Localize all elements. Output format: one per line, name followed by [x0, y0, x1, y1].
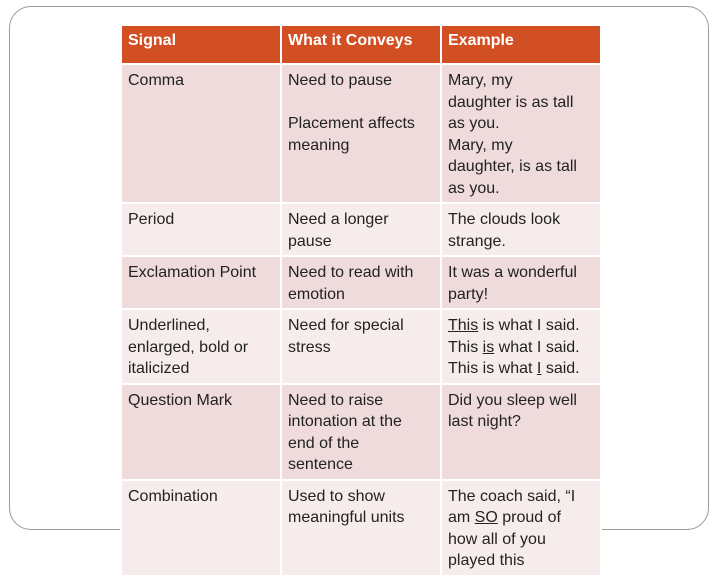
blank-line: [288, 92, 434, 114]
signal-cell: [121, 64, 281, 203]
signal-label: Period: [128, 211, 175, 228]
conveys-line: Need to pause: [288, 72, 393, 89]
example-line: The coach said, “I: [448, 487, 576, 505]
signal-line: enlarged, bold or: [128, 338, 249, 356]
conveys-line: meaning: [288, 136, 350, 154]
signal-line: Underlined,: [128, 317, 210, 334]
header-signal: Signal: [121, 25, 281, 64]
conveys-cell: [281, 309, 441, 384]
signal-cell: [121, 256, 281, 309]
conveys-cell: [281, 256, 441, 309]
example-line: how all of you: [448, 530, 546, 548]
stressed-word: I: [536, 360, 542, 377]
example-line: daughter, is as tall: [448, 158, 577, 175]
table-row-period: [121, 203, 601, 256]
conveys-line: end of the: [288, 434, 360, 452]
punctuation-signals-table: [120, 24, 602, 577]
signal-label: Exclamation Point: [128, 264, 257, 281]
example-cell: [441, 309, 601, 384]
signal-cell: [121, 309, 281, 384]
conveys-line: Need to raise: [288, 391, 384, 409]
conveys-line: Used to show: [288, 487, 385, 505]
signal-label: Question Mark: [128, 391, 233, 409]
header-example: Example: [441, 25, 601, 64]
example-line: This is what I said.: [448, 360, 580, 377]
table-row-comma: [121, 64, 601, 203]
conveys-cell: [281, 203, 441, 256]
conveys-line: Need a longer: [288, 211, 389, 228]
table-row-stress: [121, 309, 601, 384]
example-line: party!: [448, 285, 489, 303]
example-line: Did you sleep well: [448, 391, 577, 409]
header-row: [121, 25, 601, 64]
conveys-line: pause: [288, 232, 332, 250]
table-row-question-mark: [121, 384, 601, 480]
example-line: last night?: [448, 413, 521, 430]
signal-label: Comma: [128, 72, 185, 89]
signal-cell: [121, 480, 281, 576]
conveys-line: Need to read with: [288, 264, 414, 281]
example-line: daughter is as tall: [448, 93, 574, 111]
example-cell: [441, 384, 601, 480]
example-line: Mary, my: [448, 136, 513, 154]
example-line: Mary, my: [448, 72, 513, 89]
example-line: as you.: [448, 115, 500, 132]
table-row-combination: [121, 480, 601, 576]
example-line: strange.: [448, 232, 506, 250]
table-row-exclamation-point: [121, 256, 601, 309]
example-line: played this: [448, 552, 525, 569]
conveys-cell: [281, 384, 441, 480]
conveys-line: Need for special: [288, 317, 404, 334]
conveys-line: Placement affects: [288, 115, 415, 132]
conveys-line: meaningful units: [288, 509, 405, 526]
example-line: It was a wonderful: [448, 264, 577, 281]
conveys-cell: [281, 64, 441, 203]
conveys-line: sentence: [288, 456, 353, 473]
header-what-it-conveys: What it Conveys: [281, 25, 441, 64]
stressed-word: SO: [474, 509, 498, 526]
example-line: The clouds look: [448, 211, 561, 228]
example-cell: [441, 203, 601, 256]
example-line: as you.: [448, 179, 500, 197]
example-line: am SO proud of: [448, 509, 561, 526]
example-cell: [441, 256, 601, 309]
example-cell: [441, 480, 601, 576]
conveys-line: intonation at the: [288, 413, 402, 430]
example-cell: [441, 64, 601, 203]
example-line: This is what I said.: [448, 317, 580, 334]
signal-line: italicized: [128, 360, 190, 377]
conveys-line: emotion: [288, 285, 345, 303]
example-line: This is what I said.: [448, 338, 580, 356]
stressed-word: is: [482, 338, 495, 356]
signal-cell: [121, 203, 281, 256]
signal-label: Combination: [128, 487, 218, 505]
conveys-line: stress: [288, 338, 331, 356]
signal-cell: [121, 384, 281, 480]
stressed-word: This: [448, 317, 479, 334]
conveys-cell: [281, 480, 441, 576]
